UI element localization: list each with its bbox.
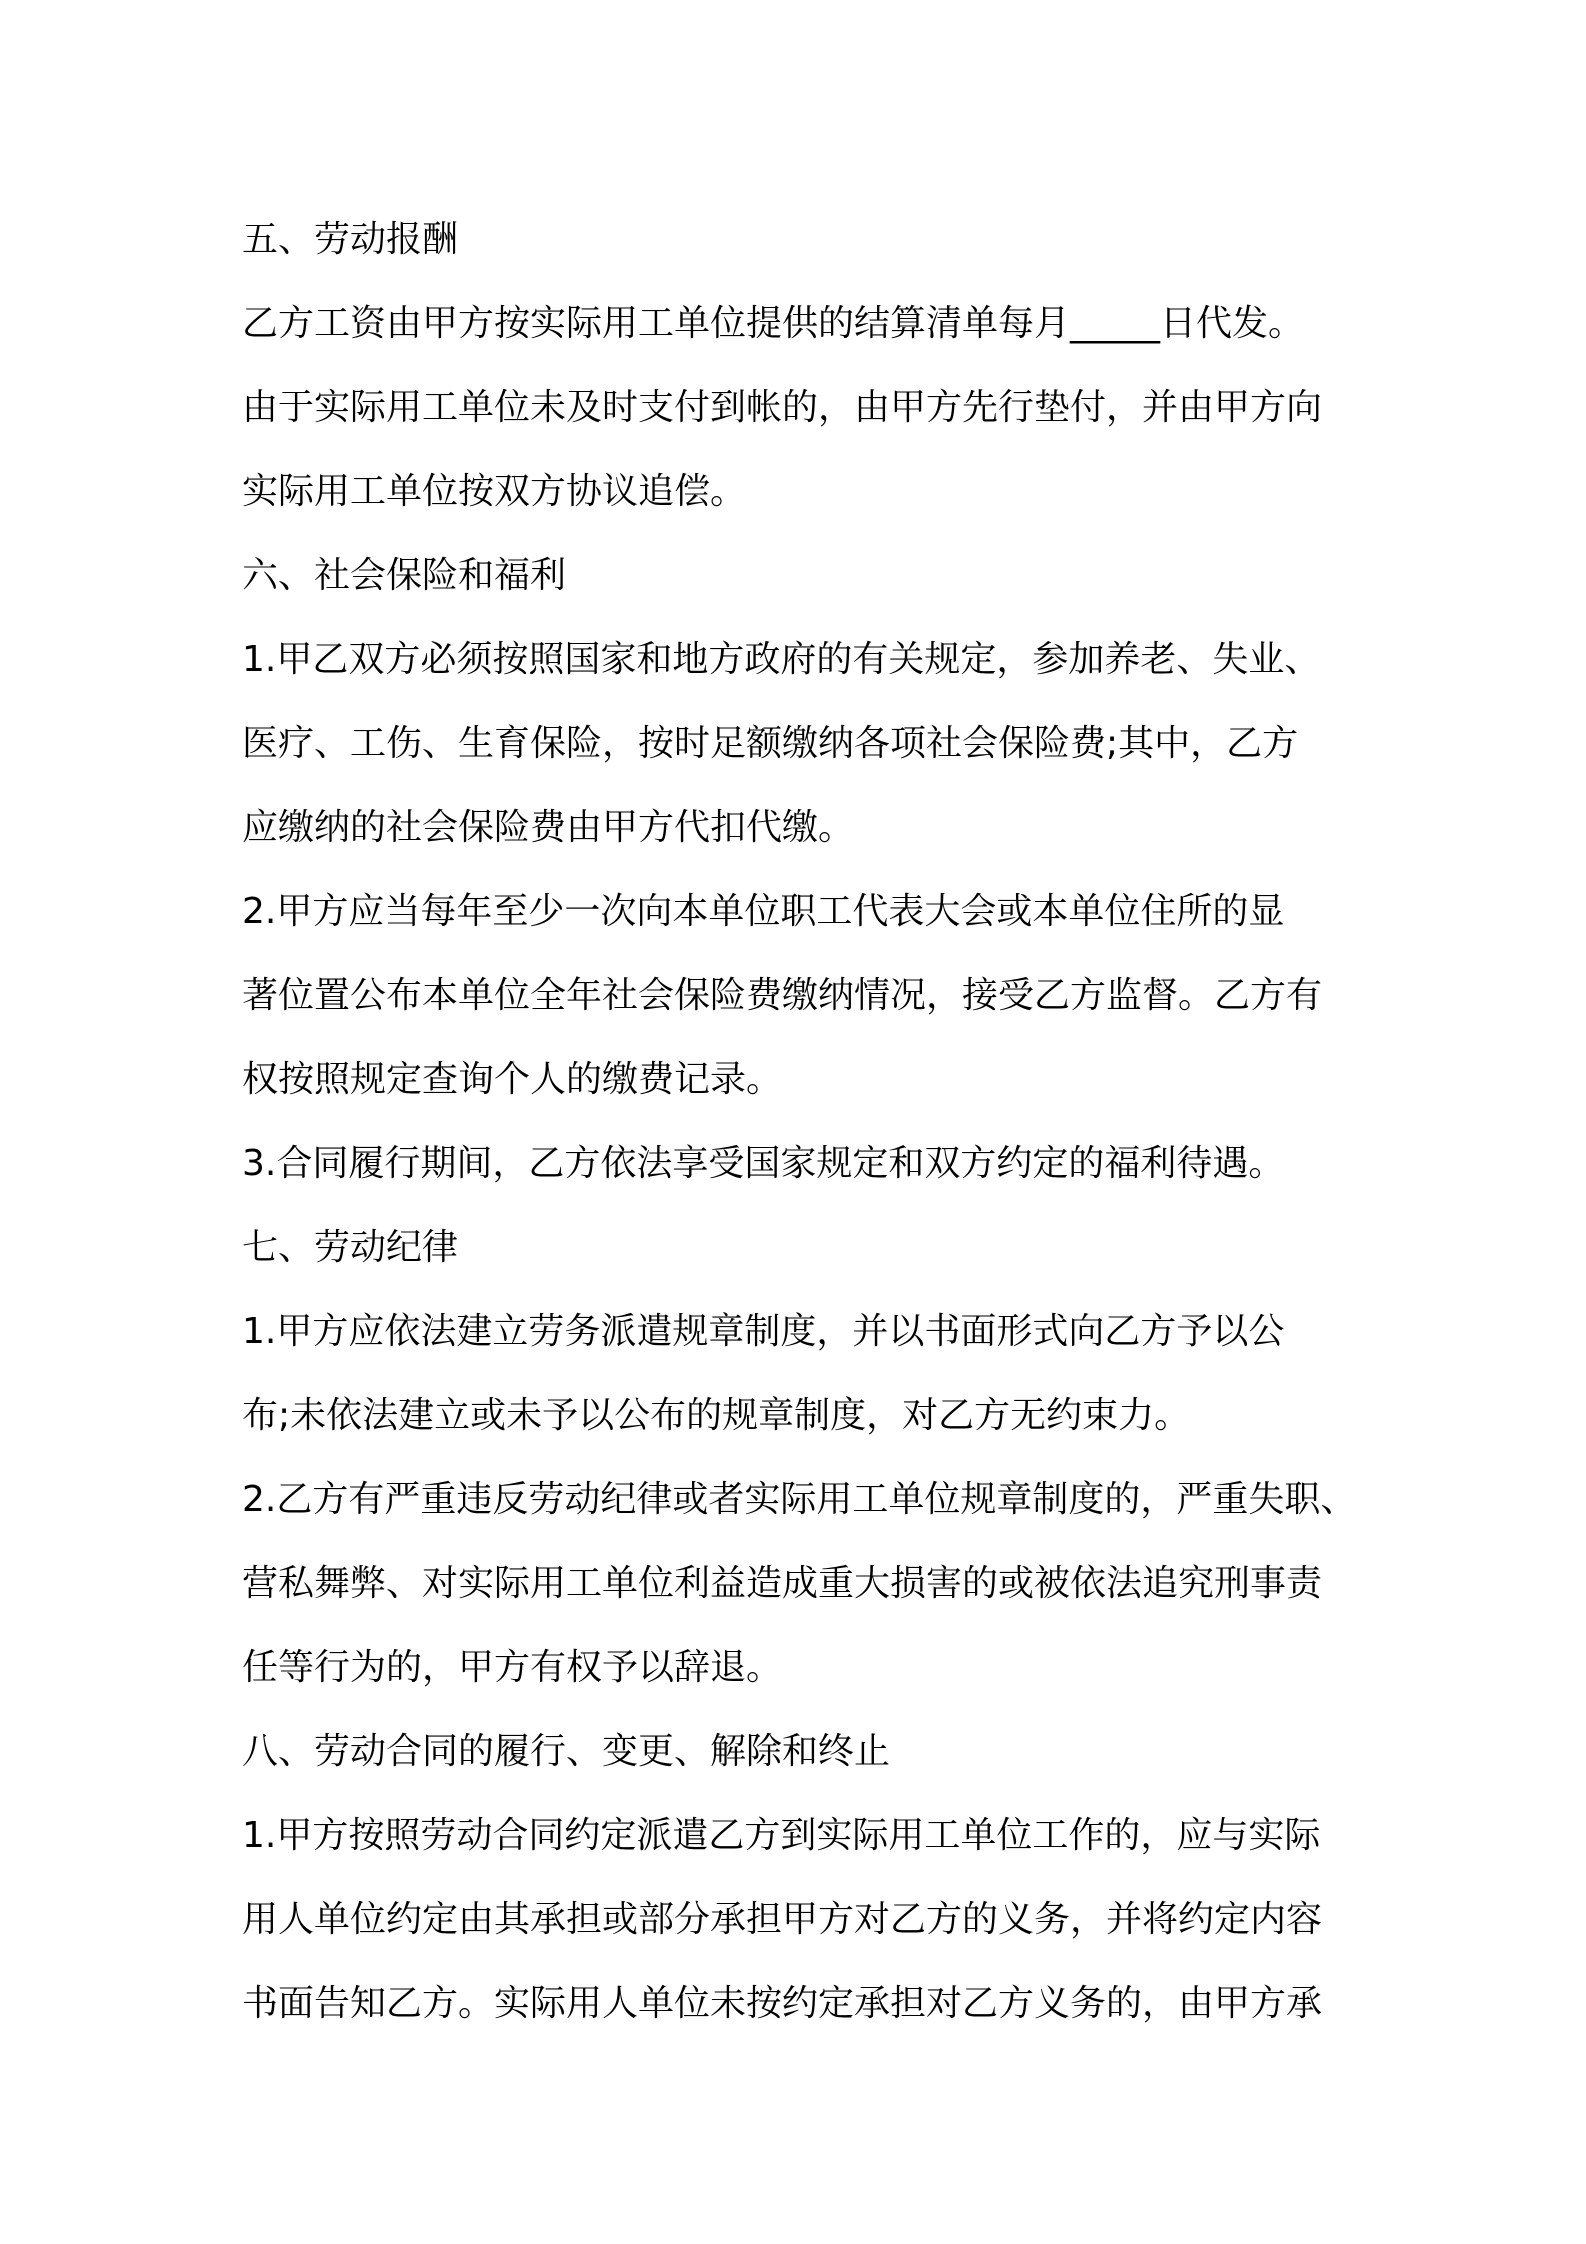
paragraph-line: 实际用工单位按双方协议追偿。 [242,471,747,512]
paragraph-line: 医疗、工伤、生育保险，按时足额缴纳各项社会保险费;其中，乙方 [242,723,1299,764]
section-heading-6: 六、社会保险和福利 [242,555,567,596]
paragraph-line: 用人单位约定由其承担或部分承担甲方对乙方的义务，并将约定内容 [242,1899,1323,1940]
paragraph-line: 1.甲方按照劳动合同约定派遣乙方到实际用工单位工作的，应与实际 [242,1815,1321,1856]
section-heading-8: 八、劳动合同的履行、变更、解除和终止 [242,1731,891,1772]
paragraph-line: 著位置公布本单位全年社会保险费缴纳情况，接受乙方监督。乙方有 [242,975,1323,1016]
paragraph-line: 权按照规定查询个人的缴费记录。 [242,1059,783,1100]
section-heading-7: 七、劳动纪律 [242,1227,459,1268]
paragraph-line: 应缴纳的社会保险费由甲方代扣代缴。 [242,807,855,848]
document-body [242,198,1372,2046]
paragraph-line: 1.甲乙双方必须按照国家和地方政府的有关规定，参加养老、失业、 [242,639,1321,680]
paragraph-line: 布;未依法建立或未予以公布的规章制度，对乙方无约束力。 [242,1395,1191,1436]
paragraph-line: 2.乙方有严重违反劳动纪律或者实际用工单位规章制度的，严重失职、 [242,1479,1357,1520]
paragraph-line: 2.甲方应当每年至少一次向本单位职工代表大会或本单位住所的显 [242,891,1285,932]
paragraph-line: 营私舞弊、对实际用工单位利益造成重大损害的或被依法追究刑事责 [242,1563,1323,1604]
paragraph-line: 书面告知乙方。实际用人单位未按约定承担对乙方义务的，由甲方承 [242,1983,1323,2024]
paragraph-line: 由于实际用工单位未及时支付到帐的，由甲方先行垫付，并由甲方向 [242,387,1323,428]
paragraph-line: 任等行为的，甲方有权予以辞退。 [242,1647,783,1688]
section-heading-5: 五、劳动报酬 [242,219,459,260]
paragraph-line: 乙方工资由甲方按实际用工单位提供的结算清单每月_____日代发。 [242,303,1305,344]
paragraph-line: 1.甲方应依法建立劳务派遣规章制度，并以书面形式向乙方予以公 [242,1311,1285,1352]
paragraph-line: 3.合同履行期间，乙方依法享受国家规定和双方约定的福利待遇。 [242,1143,1285,1184]
